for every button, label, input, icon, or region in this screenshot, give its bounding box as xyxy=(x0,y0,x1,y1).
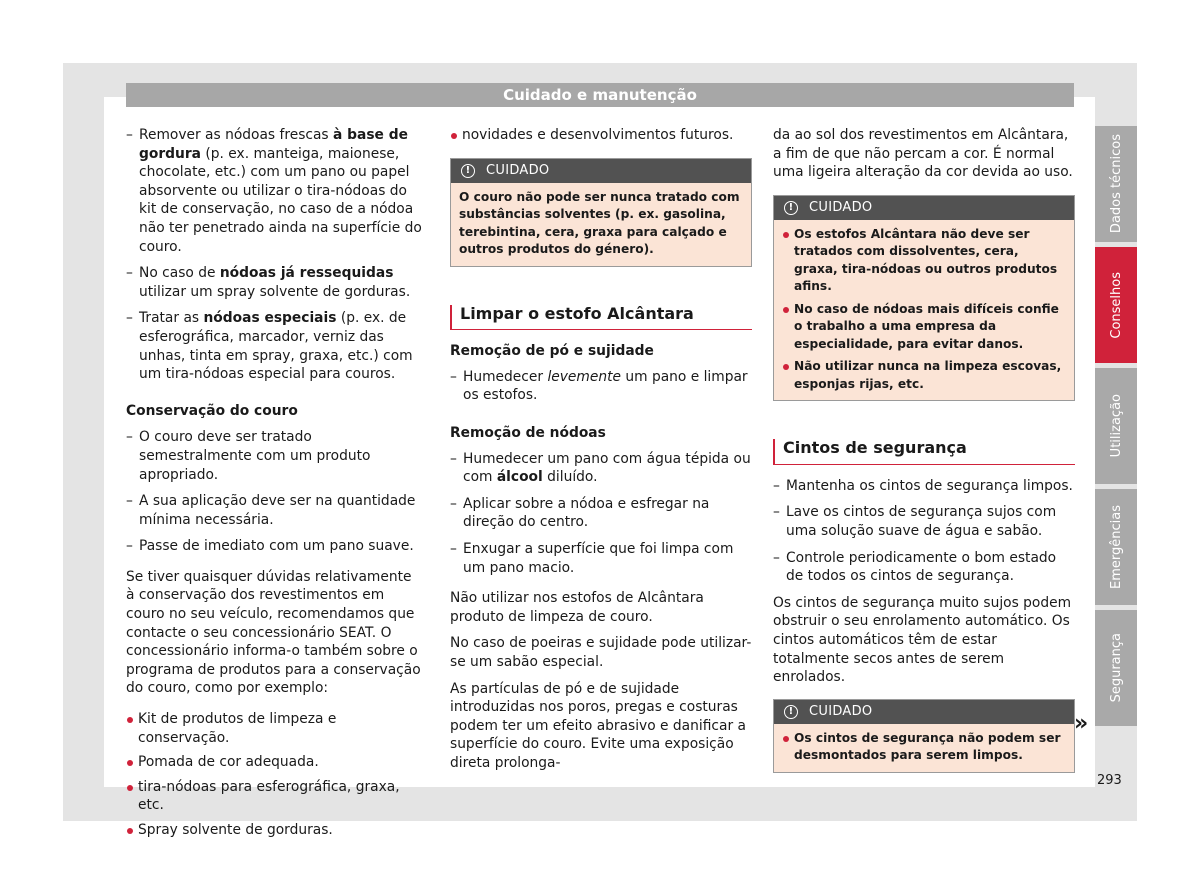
list-item: – Humedecer levemente um pano e limpar os estofos. xyxy=(450,368,752,405)
caution-box xyxy=(773,699,1075,773)
tab-conselhos[interactable]: Conselhos xyxy=(1095,247,1137,363)
caution-text xyxy=(774,220,1074,401)
paragraph: As partículas de pó e de sujidade introduzidas nos poros, pregas e costuras podem ter um efeito abrasivo e danificar a superfície do couro. Evite uma exposição direta prolonga- xyxy=(450,680,746,771)
caution-item: Não utilizar nunca na limpeza escovas, esponjas rijas, etc. xyxy=(782,358,1066,393)
paragraph: Se tiver quaisquer dúvidas relativamente à conservação dos revestimentos em couro no seu veículo, recomendamos que contacte o seu concessionário SEAT. O concessionário informa-o também sobre o programa de produtos para a conservação do couro, como por exemplo: xyxy=(126,568,421,697)
paragraph: No caso de poeiras e sujidade pode utilizar-se um sabão especial. xyxy=(450,635,752,670)
section-title: Cintos de segurança xyxy=(773,439,1075,465)
caution-box xyxy=(450,158,752,267)
paragraph: da ao sol dos revestimentos em Alcântara, a fim de que não percam a cor. É normal uma ligeira alteração da cor devida ao uso. xyxy=(773,127,1073,181)
tab-dados-tecnicos[interactable]: Dados técnicos xyxy=(1095,126,1137,242)
chapter-header: Cuidado e manutenção xyxy=(126,83,1074,107)
column-1 xyxy=(126,126,422,840)
continue-icon: » xyxy=(1074,711,1089,736)
bullet-item: Spray solvente de gorduras. xyxy=(126,821,422,840)
list-item: – Controle periodicamente o bom estado de todos os cintos de segurança. xyxy=(773,549,1075,586)
subheading: Remoção de pó e sujidade xyxy=(450,343,654,360)
subheading: Conservação do couro xyxy=(126,402,298,419)
tab-seguranca[interactable]: Segurança xyxy=(1095,610,1137,726)
list-item: – Tratar as nódoas especiais (p. ex. de esferográfica, marcador, verniz das unhas, tinta em spray, graxa, etc.) com um tira-nódoas especial para couros. xyxy=(126,309,422,383)
caution-item: No caso de nódoas mais difíceis confie o trabalho a uma empresa da especialidade, para evitar danos. xyxy=(782,301,1066,354)
caution-item: Os cintos de segurança não podem ser desmontados para serem limpos. xyxy=(782,730,1066,765)
caution-box xyxy=(773,195,1075,402)
subheading: Remoção de nódoas xyxy=(450,424,606,441)
tab-emergencias[interactable]: Emergências xyxy=(1095,489,1137,605)
bullet-item: Kit de produtos de limpeza e conservação. xyxy=(126,710,422,747)
list-item: – Aplicar sobre a nódoa e esfregar na direção do centro. xyxy=(450,495,752,532)
list-item: – Mantenha os cintos de segurança limpos. xyxy=(773,477,1075,496)
warning-icon: ! xyxy=(784,201,798,215)
bullet-item: Pomada de cor adequada. xyxy=(126,753,422,772)
list-item: – Humedecer um pano com água tépida ou com álcool diluído. xyxy=(450,450,752,487)
caution-item: Os estofos Alcântara não deve ser tratados com dissolventes, cera, graxa, tira-nódoas ou outros produtos afins. xyxy=(782,226,1066,296)
section-title: Limpar o estofo Alcântara xyxy=(450,305,752,331)
caution-header xyxy=(451,159,751,183)
bullet-item: tira-nódoas para esferográfica, graxa, etc. xyxy=(126,778,422,815)
warning-icon: ! xyxy=(784,705,798,719)
caution-label: CUIDADO xyxy=(809,199,873,215)
page-number: 293 xyxy=(1097,773,1122,788)
list-item: – No caso de nódoas já ressequidas utilizar um spray solvente de gorduras. xyxy=(126,264,422,301)
warning-icon: ! xyxy=(461,164,475,178)
list-item: – Enxugar a superfície que foi limpa com um pano macio. xyxy=(450,540,752,577)
caution-text: O couro não pode ser nunca tratado com substâncias solventes (p. ex. gasolina, terebintina, cera, graxa para calçado e outros produtos do género). xyxy=(451,183,751,266)
list-item: – Remover as nódoas frescas à base de gordura (p. ex. manteiga, maionese, chocolate, etc.) com um pano ou papel absorvente ou utilizar o tira-nódoas do kit de conservação, no caso de a nódoa não ter penetrado ainda na superfície do couro. xyxy=(126,126,422,256)
caution-header xyxy=(774,196,1074,220)
bullet-item: novidades e desenvolvimentos futuros. xyxy=(450,126,752,145)
caution-text xyxy=(774,724,1074,772)
caution-header xyxy=(774,700,1074,724)
column-3 xyxy=(773,126,1075,773)
tab-utilizacao[interactable]: Utilização xyxy=(1095,368,1137,484)
list-item: – Passe de imediato com um pano suave. xyxy=(126,537,422,556)
column-2 xyxy=(450,126,752,772)
list-item: – Lave os cintos de segurança sujos com uma solução suave de água e sabão. xyxy=(773,503,1075,540)
paragraph: Não utilizar nos estofos de Alcântara produto de limpeza de couro. xyxy=(450,590,704,625)
caution-label: CUIDADO xyxy=(486,162,550,178)
list-item: – O couro deve ser tratado semestralmente com um produto apropriado. xyxy=(126,428,422,484)
caution-label: CUIDADO xyxy=(809,703,873,719)
list-item: – A sua aplicação deve ser na quantidade mínima necessária. xyxy=(126,492,422,529)
paragraph: Os cintos de segurança muito sujos podem obstruir o seu enrolamento automático. Os cintos automáticos têm de estar totalmente secos antes de serem enrolados. xyxy=(773,594,1072,686)
